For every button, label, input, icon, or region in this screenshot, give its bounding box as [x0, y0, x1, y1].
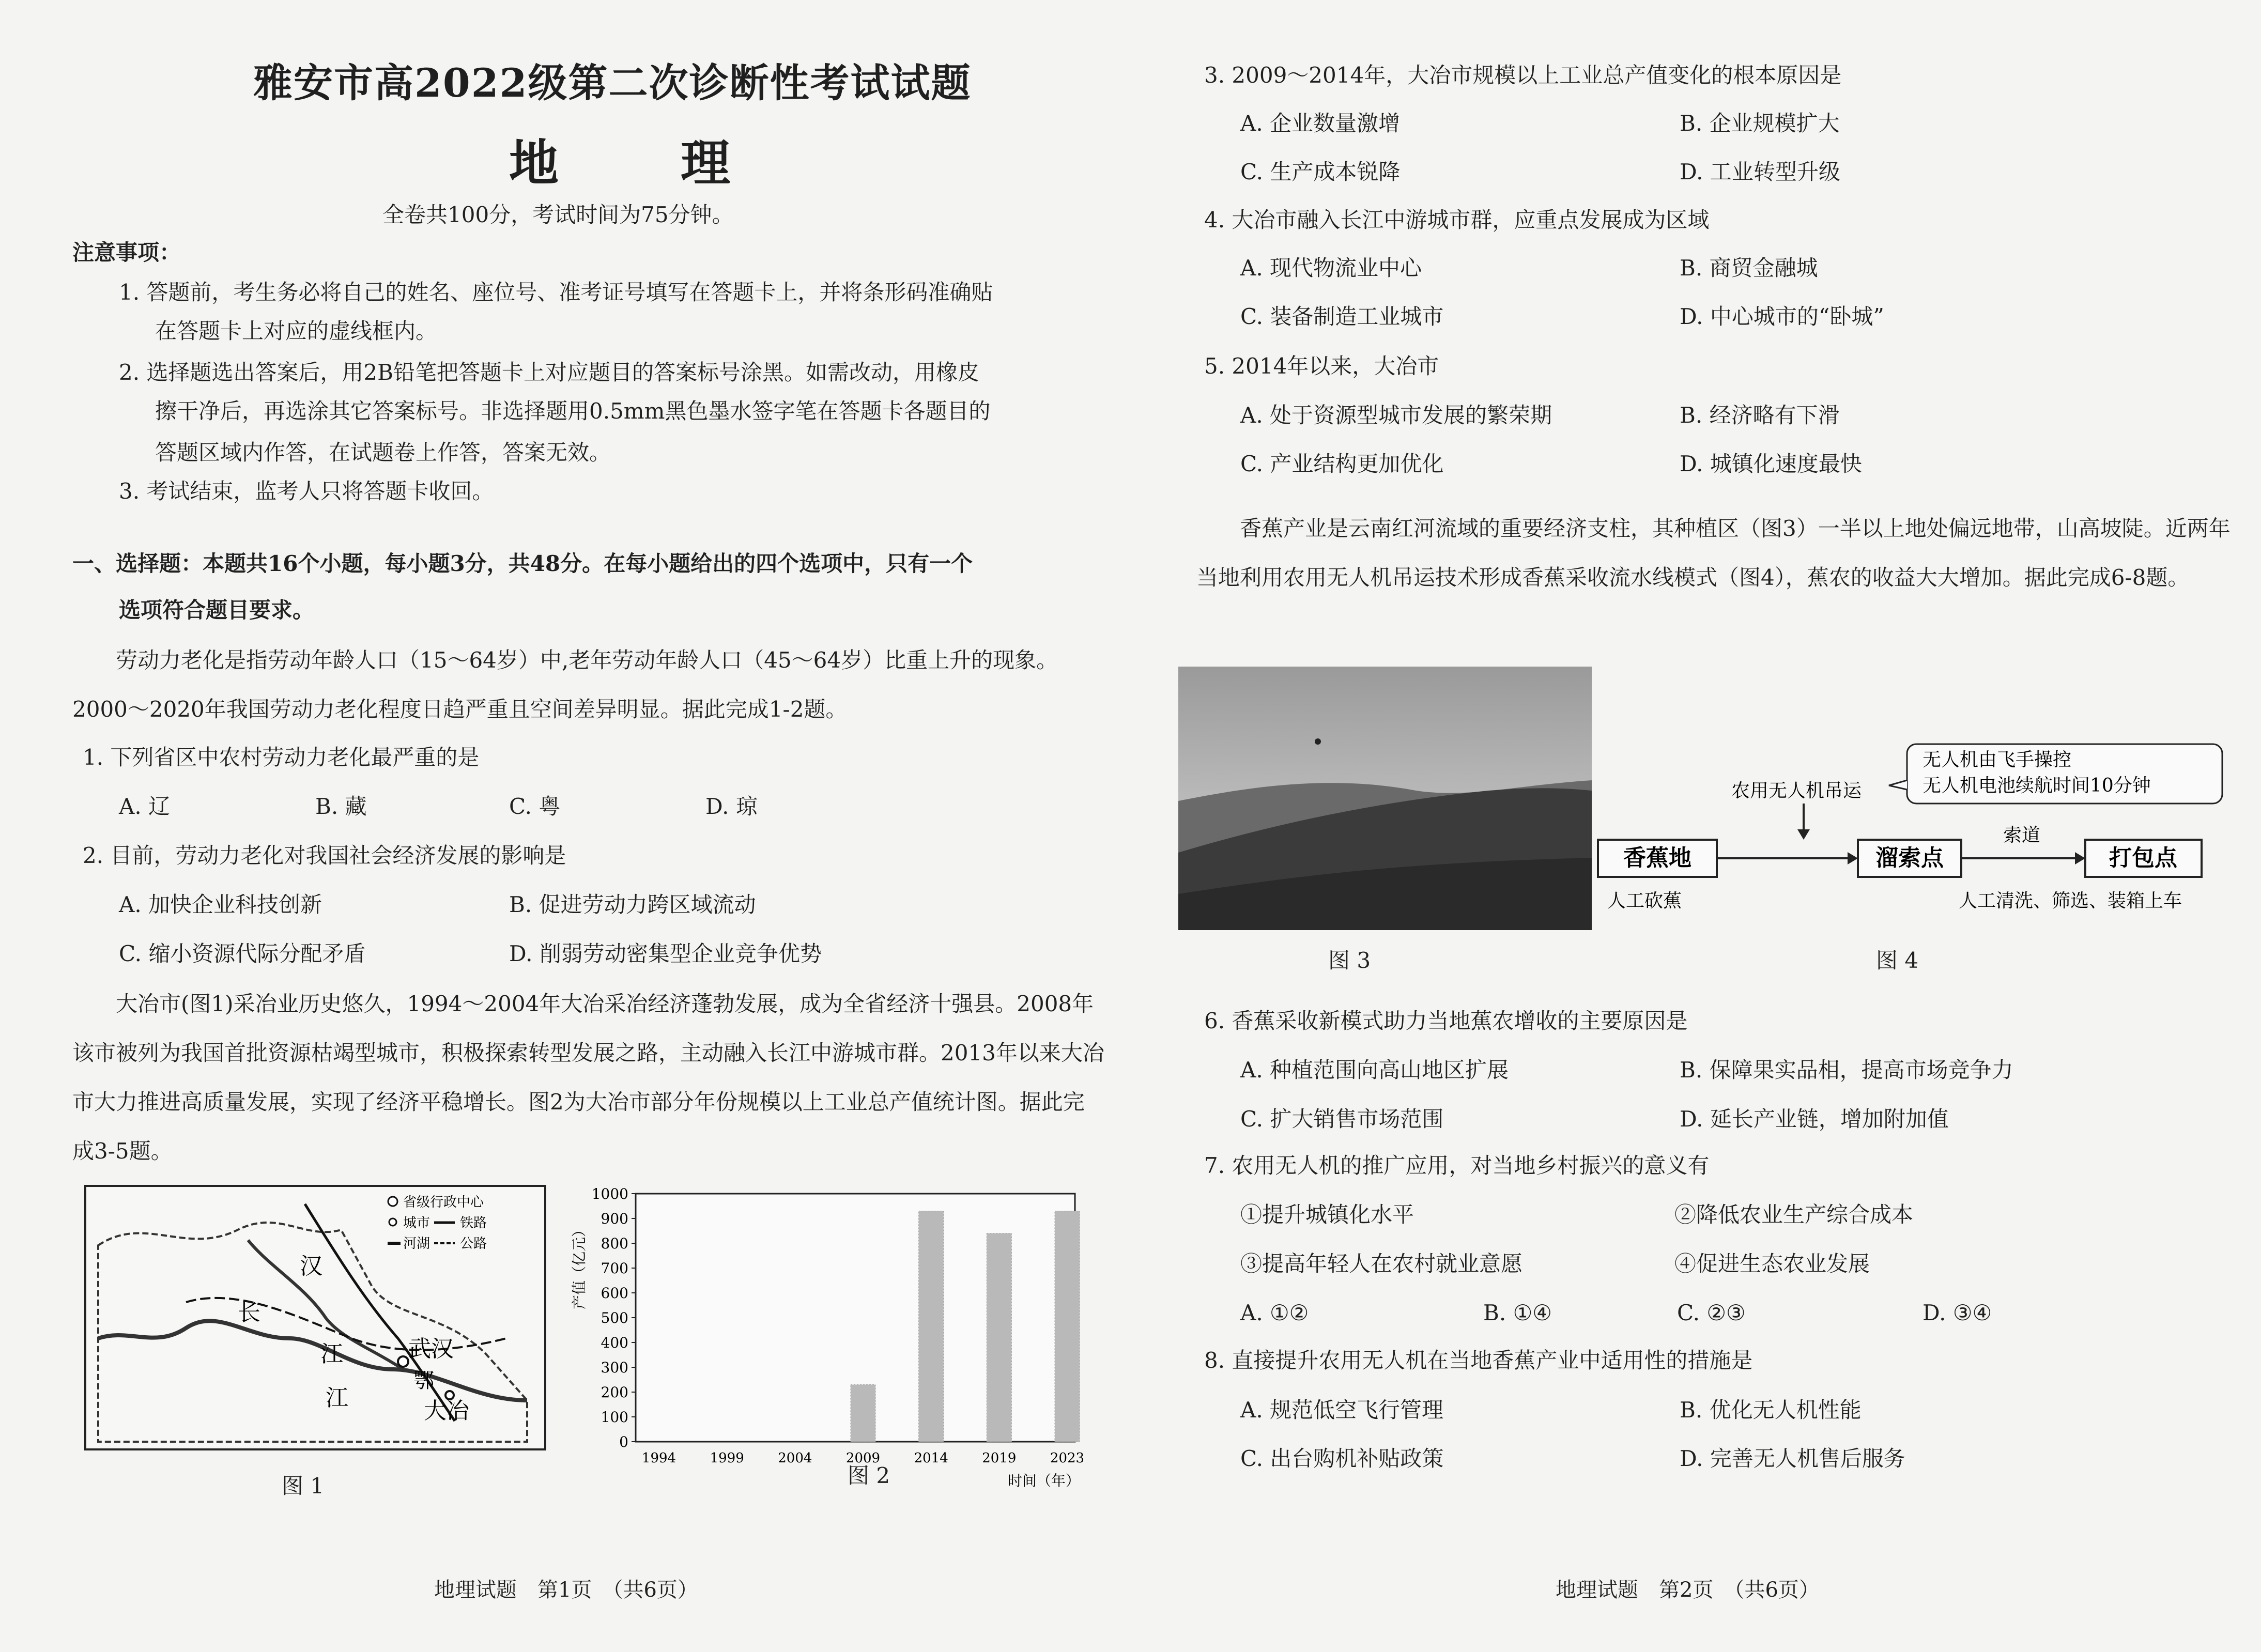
y-tick-label: 500	[601, 1309, 628, 1326]
q8-option-b[interactable]: B. 优化无人机性能	[1680, 1397, 1862, 1423]
q6-option-b[interactable]: B. 保障果实品相，提高市场竞争力	[1680, 1057, 2013, 1083]
legend-capital-icon	[388, 1197, 397, 1206]
map-label-jiang-2: 江	[326, 1385, 348, 1411]
question-1: 1. 下列省区中农村劳动力老化最严重的是	[83, 745, 480, 770]
bar-2009	[851, 1385, 875, 1442]
subject-title: 地 理	[509, 134, 766, 192]
figure-4-caption: 图 4	[1876, 948, 1919, 973]
q4-option-a[interactable]: A. 现代物流业中心	[1240, 255, 1422, 281]
question-7: 7. 农用无人机的推广应用，对当地乡村振兴的意义有	[1204, 1153, 1710, 1178]
map-label-jiang: 江	[320, 1341, 343, 1367]
section-heading-cont: 选项符合题目要求。	[119, 597, 315, 623]
y-tick-label: 400	[601, 1334, 628, 1351]
q7-item-1: ①提升城镇化水平	[1240, 1202, 1414, 1227]
y-tick-label: 800	[601, 1235, 628, 1252]
x-tick-label: 1999	[710, 1450, 744, 1466]
bar-2019	[987, 1233, 1011, 1442]
q5-option-c[interactable]: C. 产业结构更加优化	[1240, 451, 1444, 476]
figure-1-map	[83, 1183, 548, 1452]
figure-2-caption: 图 2	[848, 1463, 890, 1488]
left-page	[0, 0, 1127, 1652]
sub-label-cleaning: 人工清洗、筛选、装箱上车	[1959, 890, 2182, 912]
q7-option-c[interactable]: C. ②③	[1677, 1300, 1746, 1325]
q2-option-b[interactable]: B. 促进劳动力跨区域流动	[509, 892, 756, 917]
right-page	[1163, 0, 2248, 1652]
q2-option-d[interactable]: D. 削弱劳动密集型企业竞争优势	[509, 941, 822, 966]
figure-4-diagram	[1592, 734, 2227, 930]
notice-line: 擦干净后，再选涂其它答案标号。非选择题用0.5mm黑色墨水签字笔在答题卡各题目的	[155, 398, 991, 424]
down-arrow-head	[1797, 829, 1810, 840]
box-banana-field-label: 香蕉地	[1623, 845, 1691, 871]
map-label-chang: 长	[238, 1300, 260, 1326]
figure-2-chart	[563, 1183, 1085, 1493]
y-tick-label: 0	[619, 1433, 628, 1450]
q7-option-d[interactable]: D. ③④	[1922, 1300, 1992, 1325]
notice-line: 答题区域内作答，在试题卷上作答，答案无效。	[155, 440, 611, 465]
q5-option-a[interactable]: A. 处于资源型城市发展的繁荣期	[1240, 403, 1552, 428]
q7-item-2: ②降低农业生产综合成本	[1674, 1202, 1914, 1227]
question-2: 2. 目前，劳动力老化对我国社会经济发展的影响是	[83, 843, 566, 868]
q5-option-d[interactable]: D. 城镇化速度最快	[1680, 451, 1862, 476]
figure-3-photo	[1178, 667, 1592, 930]
legend-city-icon	[389, 1218, 396, 1226]
question-6: 6. 香蕉采收新模式助力当地蕉农增收的主要原因是	[1204, 1008, 1688, 1033]
y-tick-label: 1000	[591, 1185, 628, 1202]
q7-item-3: ③提高年轻人在农村就业意愿	[1240, 1251, 1523, 1276]
cableway-label: 索道	[2003, 825, 2041, 846]
arrow-1-head	[1848, 852, 1858, 864]
exam-info: 全卷共100分，考试时间为75分钟。	[382, 202, 734, 227]
exam-title: 雅安市高2022级第二次诊断性考试试题	[253, 60, 972, 106]
notice-line: 2. 选择题选出答案后，用2B铅笔把答题卡上对应题目的答案标号涂黑。如需改动，用橡皮	[119, 360, 980, 385]
page-2-footer: 地理试题 第2页 （共6页）	[1556, 1578, 1820, 1602]
q8-option-a[interactable]: A. 规范低空飞行管理	[1240, 1397, 1444, 1423]
x-tick-label: 2014	[914, 1450, 948, 1466]
q3-option-d[interactable]: D. 工业转型升级	[1680, 159, 1840, 184]
x-tick-label: 2004	[778, 1450, 812, 1466]
passage-daye: 大冶市(图1)采冶业历史悠久，1994～2004年大冶采冶经济蓬勃发展，成为全省经济十强县。2008年该市被列为我国首批资源枯竭型城市，积极探索转型发展之路，主动融入长江中游城市群。2013年以来大冶市大力推进高质量发展，实现了经济平稳增长。图2为大冶市部分年份规模以上工业总产值统计图。据此完成3-5题。	[72, 991, 1104, 1164]
page-1-footer: 地理试题 第1页 （共6页）	[434, 1578, 698, 1602]
notice-line: 在答题卡上对应的虚线框内。	[155, 318, 438, 344]
q7-item-4: ④促进生态农业发展	[1674, 1251, 1870, 1276]
question-4: 4. 大冶市融入长江中游城市群，应重点发展成为区域	[1204, 207, 1710, 233]
q3-option-a[interactable]: A. 企业数量激增	[1240, 111, 1401, 136]
callout-pointer	[1889, 780, 1907, 790]
q3-option-b[interactable]: B. 企业规模扩大	[1680, 111, 1840, 136]
q5-option-b[interactable]: B. 经济略有下滑	[1680, 403, 1840, 428]
q1-option-c[interactable]: C. 粤	[509, 794, 561, 819]
y-tick-label: 900	[601, 1210, 628, 1227]
map-label-han: 汉	[300, 1253, 322, 1279]
box-packing-point-label: 打包点	[2109, 845, 2177, 871]
question-5: 5. 2014年以来，大冶市	[1204, 353, 1439, 379]
y-axis-label: 产值（亿元）	[571, 1222, 588, 1310]
q1-option-a[interactable]: A. 辽	[119, 794, 171, 819]
q6-option-a[interactable]: A. 种植范围向高山地区扩展	[1240, 1057, 1509, 1083]
q6-option-d[interactable]: D. 延长产业链，增加附加值	[1680, 1106, 1949, 1132]
q4-option-d[interactable]: D. 中心城市的“卧城”	[1680, 304, 1884, 329]
legend-river: 河湖	[403, 1236, 430, 1252]
callout-note-1: 无人机由飞手操控	[1922, 749, 2072, 770]
q4-option-b[interactable]: B. 商贸金融城	[1680, 255, 1818, 281]
notice-heading: 注意事项：	[72, 240, 181, 265]
x-axis-label: 时间（年）	[1007, 1472, 1081, 1489]
q2-option-c[interactable]: C. 缩小资源代际分配矛盾	[119, 941, 366, 966]
notice-line: 1. 答题前，考生务必将自己的姓名、座位号、准考证号填写在答题卡上，并将条形码准确贴	[119, 280, 993, 305]
map-label-daye: 大冶	[424, 1398, 469, 1424]
bar-2023	[1055, 1211, 1080, 1442]
y-tick-label: 700	[601, 1260, 628, 1277]
map-label-e: 鄂	[413, 1369, 434, 1393]
q8-option-c[interactable]: C. 出台购机补贴政策	[1240, 1446, 1444, 1471]
legend-rail: 铁路	[460, 1215, 487, 1231]
question-8: 8. 直接提升农用无人机在当地香蕉产业中适用性的措施是	[1204, 1348, 1753, 1373]
bar-2014	[919, 1211, 944, 1442]
x-tick-label: 2009	[845, 1450, 881, 1466]
question-3: 3. 2009～2014年，大冶市规模以上工业总产值变化的根本原因是	[1204, 63, 1842, 88]
sub-label-cutting: 人工砍蕉	[1607, 890, 1682, 912]
legend-road: 公路	[460, 1236, 487, 1252]
q1-option-b[interactable]: B. 藏	[315, 794, 367, 819]
y-tick-label: 300	[601, 1359, 628, 1376]
q3-option-c[interactable]: C. 生产成本锐降	[1240, 159, 1401, 184]
q8-option-d[interactable]: D. 完善无人机售后服务	[1680, 1446, 1905, 1471]
q1-option-d[interactable]: D. 琼	[705, 794, 758, 819]
q2-option-a[interactable]: A. 加快企业科技创新	[119, 892, 322, 917]
q7-option-b[interactable]: B. ①④	[1483, 1300, 1552, 1325]
wuhan-marker	[398, 1356, 408, 1367]
y-tick-label: 600	[601, 1285, 628, 1302]
section-heading: 一、选择题：本题共16个小题，每小题3分，共48分。在每小题给出的四个选项中，只有一个	[72, 551, 973, 576]
passage-banana: 香蕉产业是云南红河流域的重要经济支柱，其种植区（图3）一半以上地处偏远地带，山高坡陡。近两年当地利用农用无人机吊运技术形成香蕉采收流水线模式（图4），蕉农的收益大大增加。据此完成6-8题。	[1196, 516, 2231, 590]
drone-icon	[1315, 738, 1321, 745]
legend-capital: 省级行政中心	[403, 1195, 484, 1210]
y-tick-label: 100	[601, 1409, 628, 1426]
y-tick-label: 200	[601, 1384, 628, 1401]
notice-line: 3. 考试结束，监考人只将答题卡收回。	[119, 478, 494, 504]
passage-labor-aging: 劳动力老化是指劳动年龄人口（15～64岁）中,老年劳动年龄人口（45～64岁）比重上升的现象。2000～2020年我国劳动力老化程度日趋严重且空间差异明显。据此完成1-2题。	[72, 647, 1058, 722]
q7-option-a[interactable]: A. ①②	[1240, 1300, 1309, 1325]
x-tick-label: 2023	[1050, 1450, 1085, 1466]
x-tick-label: 1994	[641, 1450, 676, 1466]
q6-option-c[interactable]: C. 扩大销售市场范围	[1240, 1106, 1444, 1132]
callout-note-2: 无人机电池续航时间10分钟	[1922, 775, 2151, 796]
box-zipline-point-label: 溜索点	[1875, 845, 1944, 871]
figure-1-caption: 图 1	[282, 1473, 325, 1499]
drone-transport-label: 农用无人机吊运	[1731, 780, 1862, 801]
arrow-2-head	[2075, 852, 2085, 864]
x-tick-label: 2019	[982, 1450, 1017, 1466]
figure-3-caption: 图 3	[1328, 948, 1371, 973]
q4-option-c[interactable]: C. 装备制造工业城市	[1240, 304, 1444, 329]
map-label-wuhan: 武汉	[408, 1336, 454, 1362]
legend-city: 城市	[403, 1215, 430, 1231]
